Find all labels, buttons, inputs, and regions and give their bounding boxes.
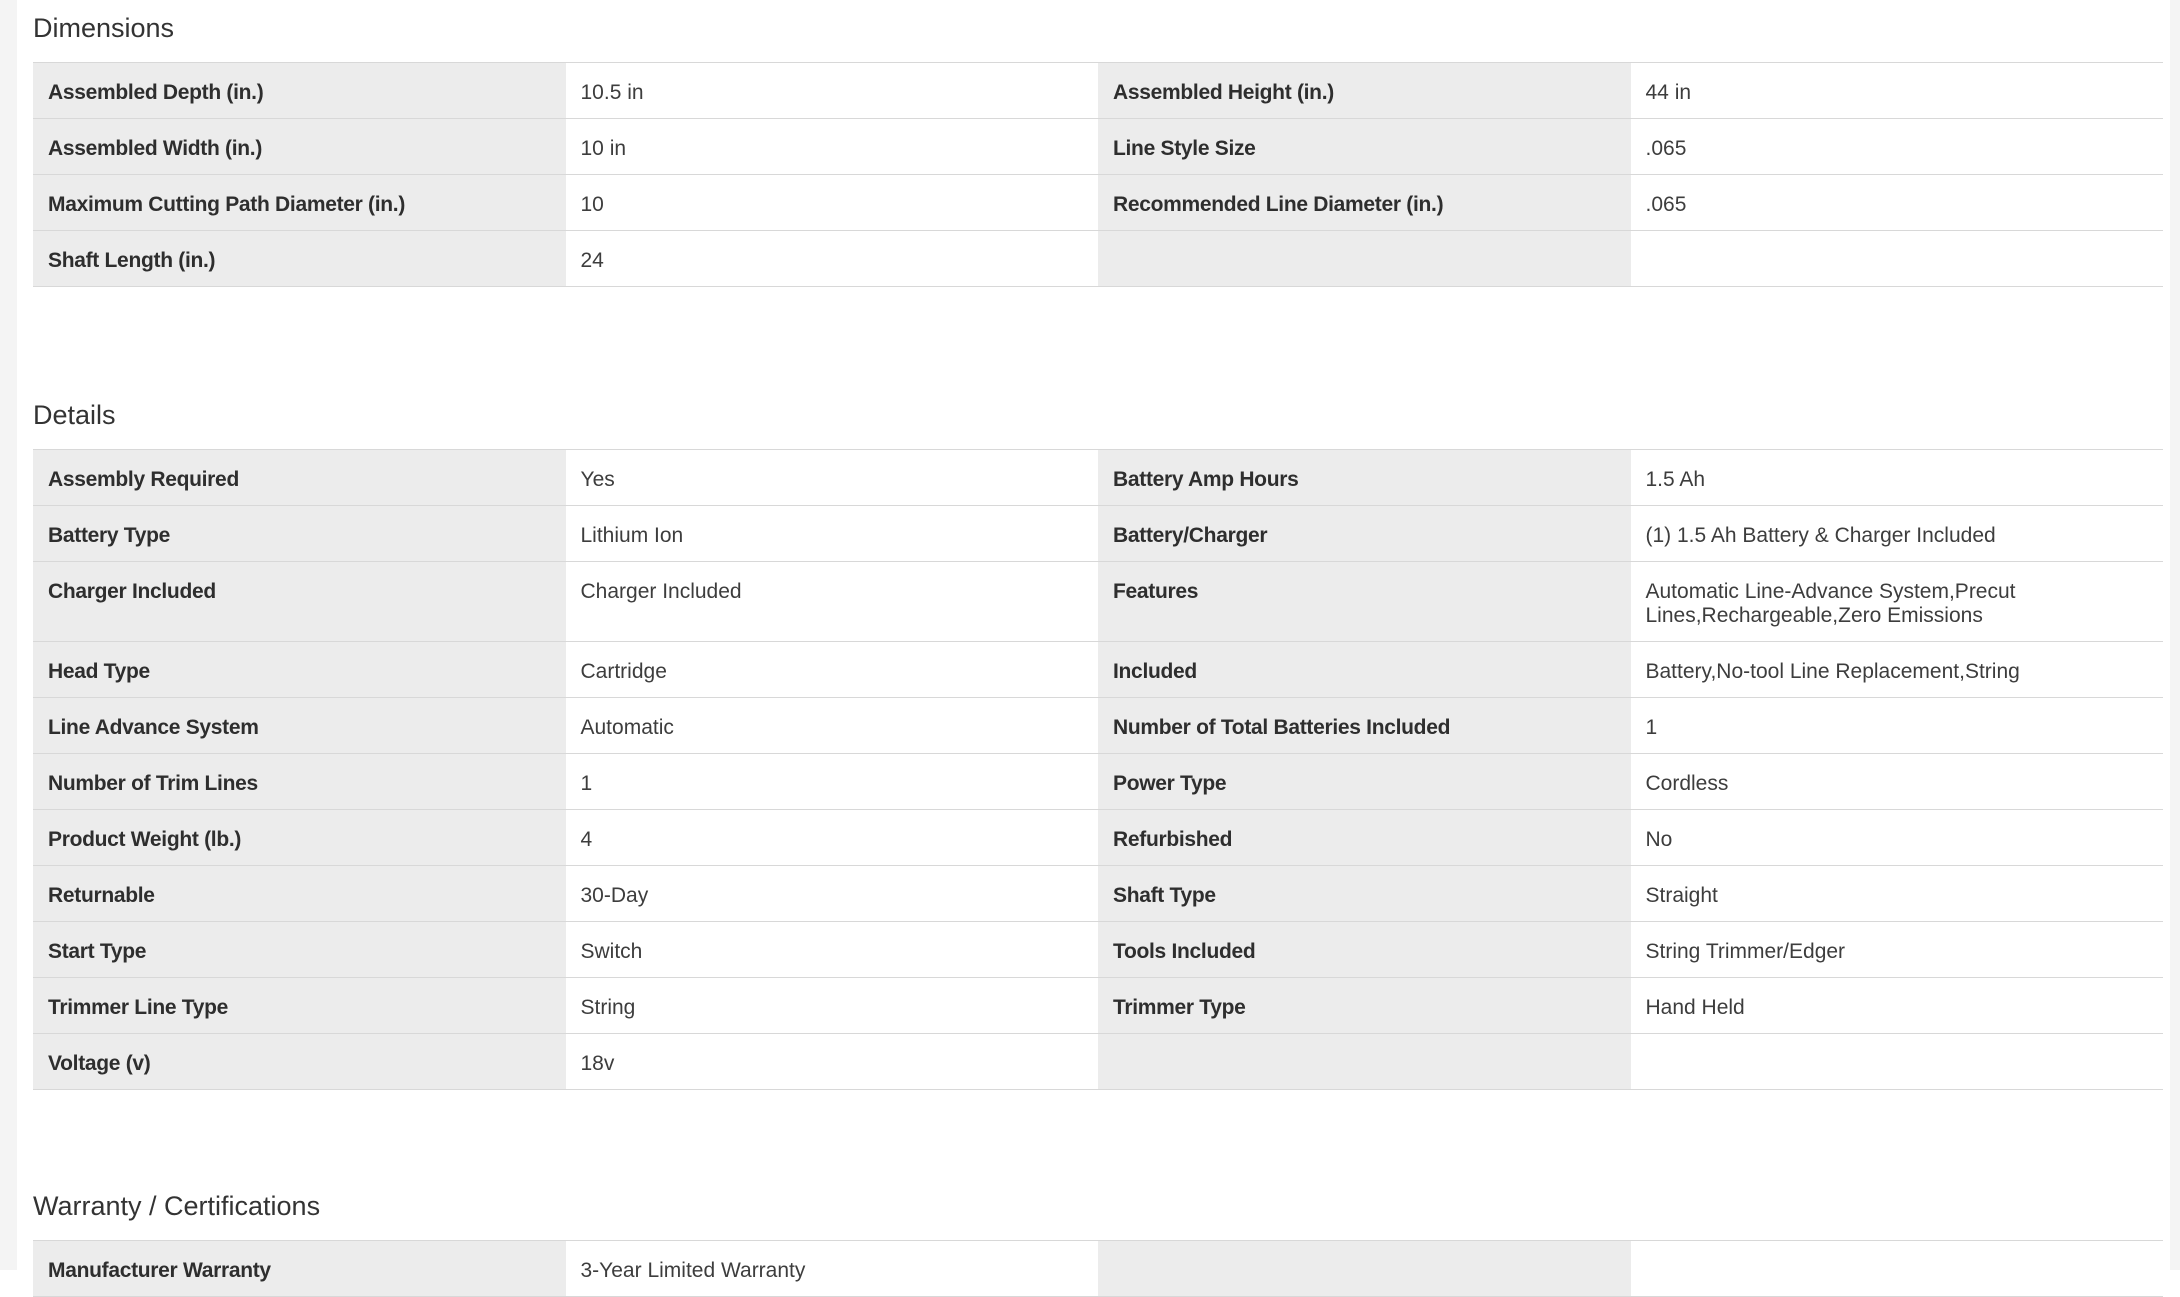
specifications-panel	[33, 0, 2163, 1297]
spec-label: Head Type	[33, 642, 566, 698]
spec-label: Maximum Cutting Path Diameter (in.)	[33, 175, 566, 231]
spec-value: 1.5 Ah	[1631, 450, 2164, 506]
table-row	[33, 978, 2163, 1034]
warranty-table	[33, 1240, 2163, 1297]
spec-label: Assembled Width (in.)	[33, 119, 566, 175]
spec-value: 3-Year Limited Warranty	[566, 1241, 1099, 1297]
spec-label: Voltage (v)	[33, 1034, 566, 1090]
spec-label: Tools Included	[1098, 922, 1631, 978]
table-row	[33, 810, 2163, 866]
spec-label: Number of Trim Lines	[33, 754, 566, 810]
spec-label: Shaft Length (in.)	[33, 231, 566, 287]
spec-value: Charger Included	[566, 562, 1099, 642]
spec-label: Trimmer Type	[1098, 978, 1631, 1034]
spec-value-empty	[1631, 1034, 2164, 1090]
spec-value: Automatic	[566, 698, 1099, 754]
table-row	[33, 119, 2163, 175]
spec-label-empty	[1098, 231, 1631, 287]
spec-label: Battery Amp Hours	[1098, 450, 1631, 506]
warranty-section	[33, 1178, 2163, 1297]
spec-label: Recommended Line Diameter (in.)	[1098, 175, 1631, 231]
spec-label: Assembly Required	[33, 450, 566, 506]
section-spacer	[33, 287, 2163, 387]
spec-label: Included	[1098, 642, 1631, 698]
details-section	[33, 387, 2163, 1090]
table-row	[33, 562, 2163, 642]
spec-value: 10	[566, 175, 1099, 231]
features-text: Automatic Line-Advance System,Precut Lines,Rechargeable,Zero Emissions	[1645, 580, 2016, 627]
spec-value: 1	[566, 754, 1099, 810]
table-row	[33, 1241, 2163, 1297]
left-page-edge	[0, 0, 17, 1270]
spec-value: 4	[566, 810, 1099, 866]
spec-label: Assembled Depth (in.)	[33, 63, 566, 119]
spec-value: No	[1631, 810, 2164, 866]
spec-value: Hand Held	[1631, 978, 2164, 1034]
dimensions-table	[33, 62, 2163, 287]
details-table	[33, 449, 2163, 1090]
spec-value-empty	[1631, 1241, 2164, 1297]
spec-label: Charger Included	[33, 562, 566, 642]
spec-value: Cordless	[1631, 754, 2164, 810]
spec-label: Shaft Type	[1098, 866, 1631, 922]
spec-label: Features	[1098, 562, 1631, 642]
spec-value: 10 in	[566, 119, 1099, 175]
section-title-warranty: Warranty / Certifications	[33, 1191, 321, 1221]
spec-label: Line Advance System	[33, 698, 566, 754]
table-row	[33, 754, 2163, 810]
spec-value: Yes	[566, 450, 1099, 506]
spec-value: (1) 1.5 Ah Battery & Charger Included	[1631, 506, 2164, 562]
table-row	[33, 698, 2163, 754]
spec-label: Assembled Height (in.)	[1098, 63, 1631, 119]
spec-value: Lithium Ion	[566, 506, 1099, 562]
spec-label-empty	[1098, 1241, 1631, 1297]
spec-label: Start Type	[33, 922, 566, 978]
spec-value: .065	[1631, 119, 2164, 175]
spec-label: Manufacturer Warranty	[33, 1241, 566, 1297]
spec-label: Trimmer Line Type	[33, 978, 566, 1034]
spec-value: 44 in	[1631, 63, 2164, 119]
spec-value-empty	[1631, 231, 2164, 287]
right-page-edge	[2170, 0, 2180, 1270]
table-row	[33, 642, 2163, 698]
spec-value-features	[1631, 562, 2164, 642]
spec-label: Battery Type	[33, 506, 566, 562]
spec-label: Number of Total Batteries Included	[1098, 698, 1631, 754]
spec-value: Battery,No-tool Line Replacement,String	[1631, 642, 2164, 698]
table-row	[33, 63, 2163, 119]
spec-value: String	[566, 978, 1099, 1034]
spec-value: String Trimmer/Edger	[1631, 922, 2164, 978]
spec-value: 30-Day	[566, 866, 1099, 922]
table-row	[33, 231, 2163, 287]
table-row	[33, 506, 2163, 562]
section-spacer	[33, 1090, 2163, 1178]
spec-value: 1	[1631, 698, 2164, 754]
table-row	[33, 922, 2163, 978]
section-title-dimensions: Dimensions	[33, 13, 175, 43]
spec-value: 18v	[566, 1034, 1099, 1090]
spec-value: 10.5 in	[566, 63, 1099, 119]
table-row	[33, 866, 2163, 922]
spec-label: Returnable	[33, 866, 566, 922]
spec-value: .065	[1631, 175, 2164, 231]
spec-label: Product Weight (lb.)	[33, 810, 566, 866]
spec-label: Battery/Charger	[1098, 506, 1631, 562]
spec-label: Refurbished	[1098, 810, 1631, 866]
spec-value: Cartridge	[566, 642, 1099, 698]
table-row	[33, 1034, 2163, 1090]
spec-value: Switch	[566, 922, 1099, 978]
spec-value: 24	[566, 231, 1099, 287]
table-row	[33, 450, 2163, 506]
spec-label-empty	[1098, 1034, 1631, 1090]
table-row	[33, 175, 2163, 231]
spec-value: Straight	[1631, 866, 2164, 922]
spec-label: Line Style Size	[1098, 119, 1631, 175]
section-title-details: Details	[33, 400, 116, 430]
spec-label: Power Type	[1098, 754, 1631, 810]
dimensions-section	[33, 0, 2163, 287]
